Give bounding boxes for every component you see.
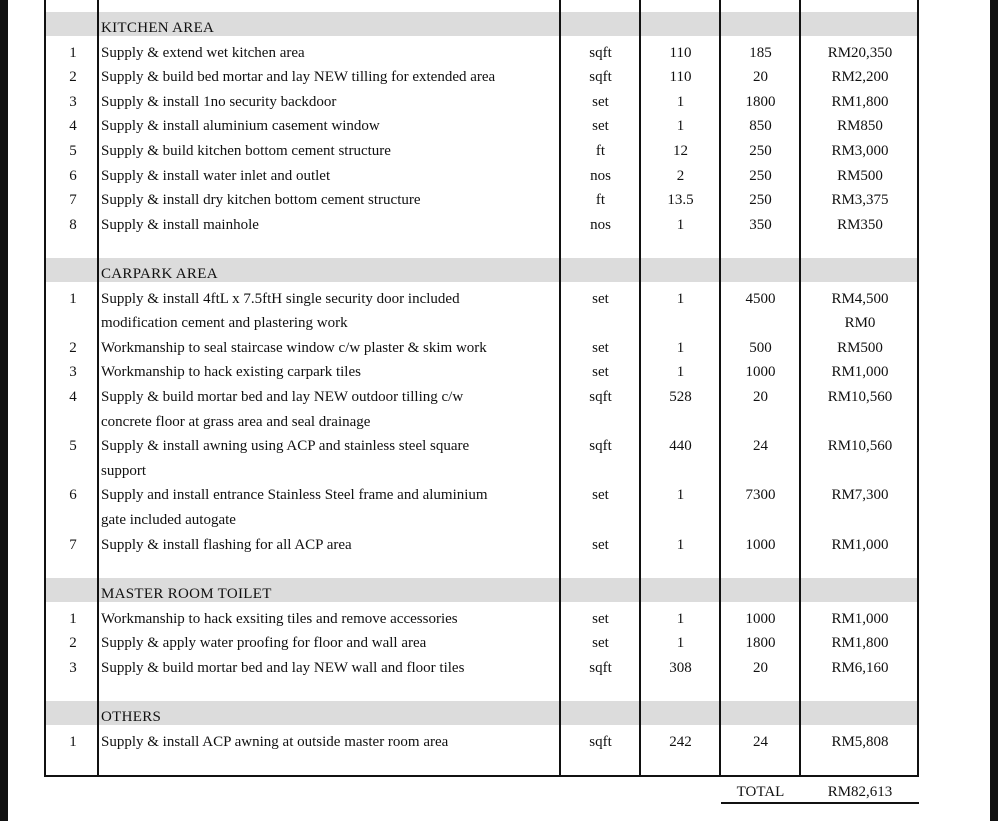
item-quantity: 1 (676, 339, 685, 356)
item-number: 1 (69, 290, 77, 307)
item-description: Supply and install entrance Stainless Steel frame and aluminium (101, 487, 488, 504)
item-quantity: 1 (676, 364, 685, 381)
item-amount: RM7,300 (831, 487, 889, 504)
item-amount: RM3,000 (831, 143, 889, 159)
column-divider (799, 0, 801, 776)
item-description: Workmanship to seal staircase window c/w plaster & skim work (101, 339, 487, 356)
item-rate: 1000 (745, 610, 776, 627)
item-number: 5 (69, 143, 77, 159)
item-quantity: 1 (676, 290, 685, 307)
column-divider (719, 0, 721, 776)
item-description: gate included autogate (101, 512, 236, 528)
item-unit: nos (590, 167, 611, 184)
item-rate: 1000 (745, 536, 776, 553)
item-number: 1 (69, 44, 77, 61)
item-unit: nos (590, 216, 611, 233)
item-amount: RM3,375 (831, 192, 889, 209)
total-value: RM82,613 (827, 784, 893, 800)
item-quantity: 308 (669, 659, 692, 676)
item-quantity: 2 (676, 167, 685, 184)
item-description: Supply & install mainhole (101, 216, 259, 233)
section-title: MASTER ROOM TOILET (101, 586, 272, 602)
item-unit: ft (595, 192, 606, 209)
column-divider (559, 0, 561, 776)
total-underline (721, 802, 919, 804)
item-quantity: 1 (676, 610, 685, 627)
item-quantity: 242 (669, 733, 692, 750)
item-quantity: 1 (676, 118, 685, 135)
item-description: Workmanship to hack existing carpark tiles (101, 364, 361, 381)
item-rate: 24 (753, 438, 768, 455)
section-title: OTHERS (101, 709, 162, 725)
item-amount-extra: RM0 (844, 315, 876, 332)
item-amount: RM500 (837, 339, 883, 356)
item-description: Supply & install aluminium casement window (101, 118, 380, 135)
item-unit: sqft (589, 659, 612, 676)
item-number: 1 (69, 733, 77, 750)
item-rate: 250 (749, 192, 772, 209)
item-unit: ft (595, 143, 606, 159)
item-unit: set (592, 610, 609, 627)
item-unit: sqft (589, 69, 612, 86)
item-quantity: 1 (676, 487, 685, 504)
item-quantity: 12 (673, 143, 688, 159)
item-description: support (101, 462, 146, 479)
item-amount: RM20,350 (827, 44, 893, 61)
item-rate: 500 (749, 339, 772, 356)
section-title: KITCHEN AREA (101, 20, 215, 36)
item-number: 2 (69, 635, 77, 652)
item-rate: 20 (753, 69, 768, 86)
item-quantity: 1 (676, 93, 685, 110)
item-description: Supply & build bed mortar and lay NEW tilling for extended area (101, 69, 496, 86)
item-number: 7 (69, 536, 77, 553)
item-description: Workmanship to hack exsiting tiles and remove accessories (101, 610, 458, 627)
item-number: 2 (69, 69, 77, 86)
item-description: Supply & build mortar bed and lay NEW wall and floor tiles (101, 659, 465, 676)
column-divider (97, 0, 99, 776)
item-rate: 1800 (745, 635, 776, 652)
item-amount: RM1,000 (831, 536, 889, 553)
column-divider (44, 0, 46, 776)
item-rate: 7300 (745, 487, 776, 504)
item-rate: 20 (753, 389, 768, 405)
item-rate: 185 (749, 44, 772, 61)
item-amount: RM1,800 (831, 93, 889, 110)
item-quantity: 528 (669, 389, 692, 405)
left-edge-border (0, 0, 8, 821)
item-unit: sqft (589, 389, 612, 405)
item-amount: RM850 (837, 118, 883, 135)
item-rate: 20 (753, 659, 768, 676)
item-rate: 4500 (745, 290, 776, 307)
item-description: Supply & install awning using ACP and stainless steel square (101, 438, 470, 455)
item-amount: RM350 (837, 216, 883, 233)
item-number: 3 (69, 659, 77, 676)
item-quantity: 110 (669, 69, 692, 86)
item-amount: RM10,560 (827, 438, 893, 455)
item-quantity: 110 (669, 44, 692, 61)
right-edge-border (990, 0, 998, 821)
item-rate: 250 (749, 143, 772, 159)
item-unit: set (592, 487, 609, 504)
item-quantity: 440 (669, 438, 692, 455)
item-amount: RM1,800 (831, 635, 889, 652)
item-rate: 1000 (745, 364, 776, 381)
item-amount: RM6,160 (831, 659, 889, 676)
item-amount: RM2,200 (831, 69, 889, 86)
item-unit: set (592, 635, 609, 652)
item-description: Supply & apply water proofing for floor and wall area (101, 635, 427, 652)
item-rate: 850 (749, 118, 772, 135)
item-description: Supply & build kitchen bottom cement structure (101, 143, 391, 159)
item-unit: set (592, 93, 609, 110)
item-number: 8 (69, 216, 77, 233)
item-number: 6 (69, 167, 77, 184)
item-amount: RM4,500 (831, 290, 889, 307)
item-amount: RM1,000 (831, 364, 889, 381)
item-quantity: 13.5 (667, 192, 694, 209)
column-divider (917, 0, 919, 776)
item-number: 4 (69, 389, 77, 405)
item-quantity: 1 (676, 536, 685, 553)
item-number: 3 (69, 364, 77, 381)
item-number: 6 (69, 487, 77, 504)
item-description: Supply & install water inlet and outlet (101, 167, 331, 184)
item-quantity: 1 (676, 216, 685, 233)
item-rate: 250 (749, 167, 772, 184)
item-description: Supply & install ACP awning at outside master room area (101, 733, 449, 750)
item-unit: set (592, 536, 609, 553)
total-label: TOTAL (736, 784, 785, 800)
item-quantity: 1 (676, 635, 685, 652)
item-unit: set (592, 364, 609, 381)
item-description: Supply & extend wet kitchen area (101, 44, 305, 61)
item-description: Supply & build mortar bed and lay NEW outdoor tilling c/w (101, 389, 464, 405)
item-amount: RM5,808 (831, 733, 889, 750)
item-amount: RM500 (837, 167, 883, 184)
item-rate: 24 (753, 733, 768, 750)
item-unit: set (592, 118, 609, 135)
section-title: CARPARK AREA (101, 266, 218, 282)
item-description: Supply & install dry kitchen bottom cement structure (101, 192, 421, 209)
item-number: 1 (69, 610, 77, 627)
item-rate: 1800 (745, 93, 776, 110)
item-description: Supply & install 1no security backdoor (101, 93, 337, 110)
column-divider (639, 0, 641, 776)
item-description: Supply & install flashing for all ACP area (101, 536, 352, 553)
item-amount: RM1,000 (831, 610, 889, 627)
item-unit: sqft (589, 733, 612, 750)
item-unit: set (592, 339, 609, 356)
item-rate: 350 (749, 216, 772, 233)
item-description: modification cement and plastering work (101, 315, 348, 332)
item-number: 2 (69, 339, 77, 356)
item-unit: set (592, 290, 609, 307)
item-number: 4 (69, 118, 77, 135)
item-amount: RM10,560 (827, 389, 893, 405)
item-number: 3 (69, 93, 77, 110)
item-unit: sqft (589, 44, 612, 61)
table-bottom-border (44, 775, 919, 777)
item-number: 7 (69, 192, 77, 209)
item-unit: sqft (589, 438, 612, 455)
item-number: 5 (69, 438, 77, 455)
item-description: concrete floor at grass area and seal drainage (101, 413, 371, 430)
item-description: Supply & install 4ftL x 7.5ftH single security door included (101, 290, 460, 307)
